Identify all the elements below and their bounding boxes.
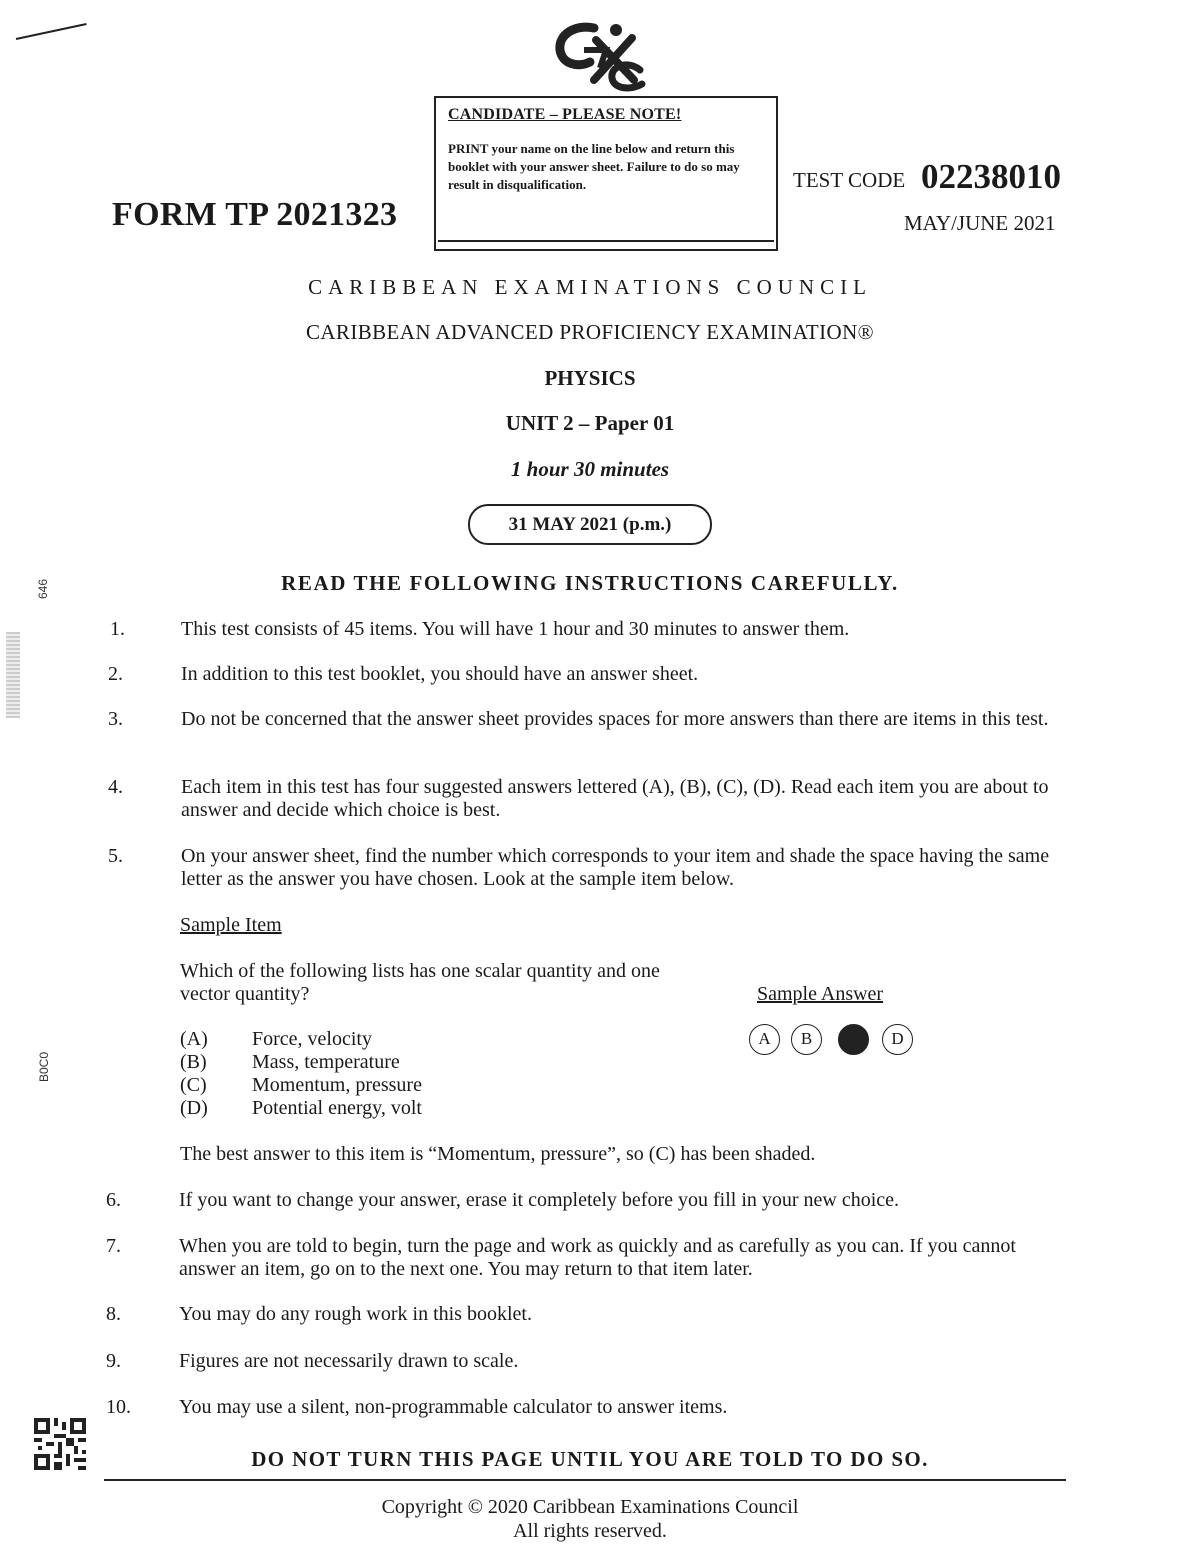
option-text: Force, velocity	[252, 1028, 372, 1050]
instruction-number: 7.	[106, 1235, 121, 1257]
instruction-number: 9.	[106, 1350, 121, 1372]
instruction-number: 2.	[108, 663, 123, 685]
exam-name: CARIBBEAN ADVANCED PROFICIENCY EXAMINATION®	[305, 320, 875, 344]
instruction-text: You may do any rough work in this booklet.	[179, 1303, 532, 1325]
final-warning: DO NOT TURN THIS PAGE UNTIL YOU ARE TOLD TO DO SO.	[251, 1447, 929, 1471]
scan-smudge	[6, 632, 20, 718]
notice-text: PRINT your name on the line below and return this booklet with your answer sheet. Failure to do so may result in disqualification.	[448, 141, 740, 192]
form-number: FORM TP 2021323	[112, 196, 398, 233]
instruction-text: In addition to this test booklet, you should have an answer sheet.	[181, 663, 699, 685]
answer-bubble-b: B	[791, 1024, 822, 1055]
instruction-text: Figures are not necessarily drawn to scale.	[179, 1350, 519, 1372]
option-text: Mass, temperature	[252, 1051, 400, 1073]
exam-date-box: 31 MAY 2021 (p.m.)	[468, 504, 712, 545]
instruction-text: If you want to change your answer, erase it completely before you fill in your new choice.	[179, 1189, 900, 1211]
sample-question: Which of the following lists has one scalar quantity and one vector quantity?	[180, 960, 660, 1005]
instruction-number: 10.	[106, 1396, 131, 1418]
option-letter: (A)	[180, 1028, 208, 1050]
answer-bubble-a: A	[749, 1024, 780, 1055]
sample-answer-label: Sample Answer	[757, 983, 884, 1005]
instruction-number: 4.	[108, 776, 123, 798]
instruction-number: 3.	[108, 708, 123, 730]
instruction-text: You may use a silent, non-programmable calculator to answer items.	[179, 1396, 728, 1418]
exam-duration: 1 hour 30 minutes	[510, 457, 670, 481]
answer-bubble-c-shaded: C	[838, 1024, 869, 1055]
exam-session: MAY/JUNE 2021	[904, 211, 1056, 235]
instruction-number: 6.	[106, 1189, 121, 1211]
sample-explanation: The best answer to this item is “Momentum, pressure”, so (C) has been shaded.	[180, 1143, 816, 1165]
test-code-value: 02238010	[921, 157, 1061, 196]
instruction-number: 1.	[110, 618, 125, 640]
option-letter: (D)	[180, 1097, 208, 1119]
test-code-label: TEST CODE	[793, 168, 906, 192]
side-code-top: 646	[36, 578, 51, 600]
instructions-heading: READ THE FOLLOWING INSTRUCTIONS CAREFULLY.	[281, 571, 899, 595]
instruction-text: On your answer sheet, find the number which corresponds to your item and shade the space having the same letter as the answer you have chosen. Look at the sample item below.	[181, 845, 1050, 890]
option-text: Potential energy, volt	[252, 1097, 422, 1119]
option-letter: (C)	[180, 1074, 207, 1096]
instruction-text: This test consists of 45 items. You will have 1 hour and 30 minutes to answer them.	[181, 618, 850, 640]
instruction-text: When you are told to begin, turn the page and work as quickly and as carefully as you can. If you cannot answer an item, go on to the next one. You may return to that item later.	[179, 1235, 1016, 1280]
instruction-number: 8.	[106, 1303, 121, 1325]
instruction-text: Do not be concerned that the answer sheet provides spaces for more answers than there are items in this test.	[181, 708, 1049, 730]
copyright-notice: Copyright © 2020 Caribbean Examinations Council	[381, 1496, 799, 1518]
candidate-name-line	[438, 240, 774, 242]
footer-rule	[104, 1479, 1066, 1481]
instruction-text: Each item in this test has four suggested answers lettered (A), (B), (C), (D). Read each item you are about to answer and decide which choice is best.	[181, 776, 1049, 821]
stray-pen-mark	[16, 23, 87, 40]
option-letter: (B)	[180, 1051, 207, 1073]
notice-heading: CANDIDATE – PLEASE NOTE!	[448, 106, 682, 123]
side-code-bottom: B0C0	[37, 1051, 52, 1083]
cxc-logo-icon	[548, 20, 652, 92]
instruction-number: 5.	[108, 845, 123, 867]
subject-title: PHYSICS	[544, 366, 636, 390]
candidate-notice-box	[434, 96, 778, 251]
sample-item-label: Sample Item	[180, 914, 282, 936]
rights-notice: All rights reserved.	[513, 1520, 667, 1542]
answer-bubble-d: D	[882, 1024, 913, 1055]
unit-paper: UNIT 2 – Paper 01	[505, 411, 675, 435]
option-text: Momentum, pressure	[252, 1074, 422, 1096]
council-name: CARIBBEAN EXAMINATIONS COUNCIL	[308, 275, 872, 299]
